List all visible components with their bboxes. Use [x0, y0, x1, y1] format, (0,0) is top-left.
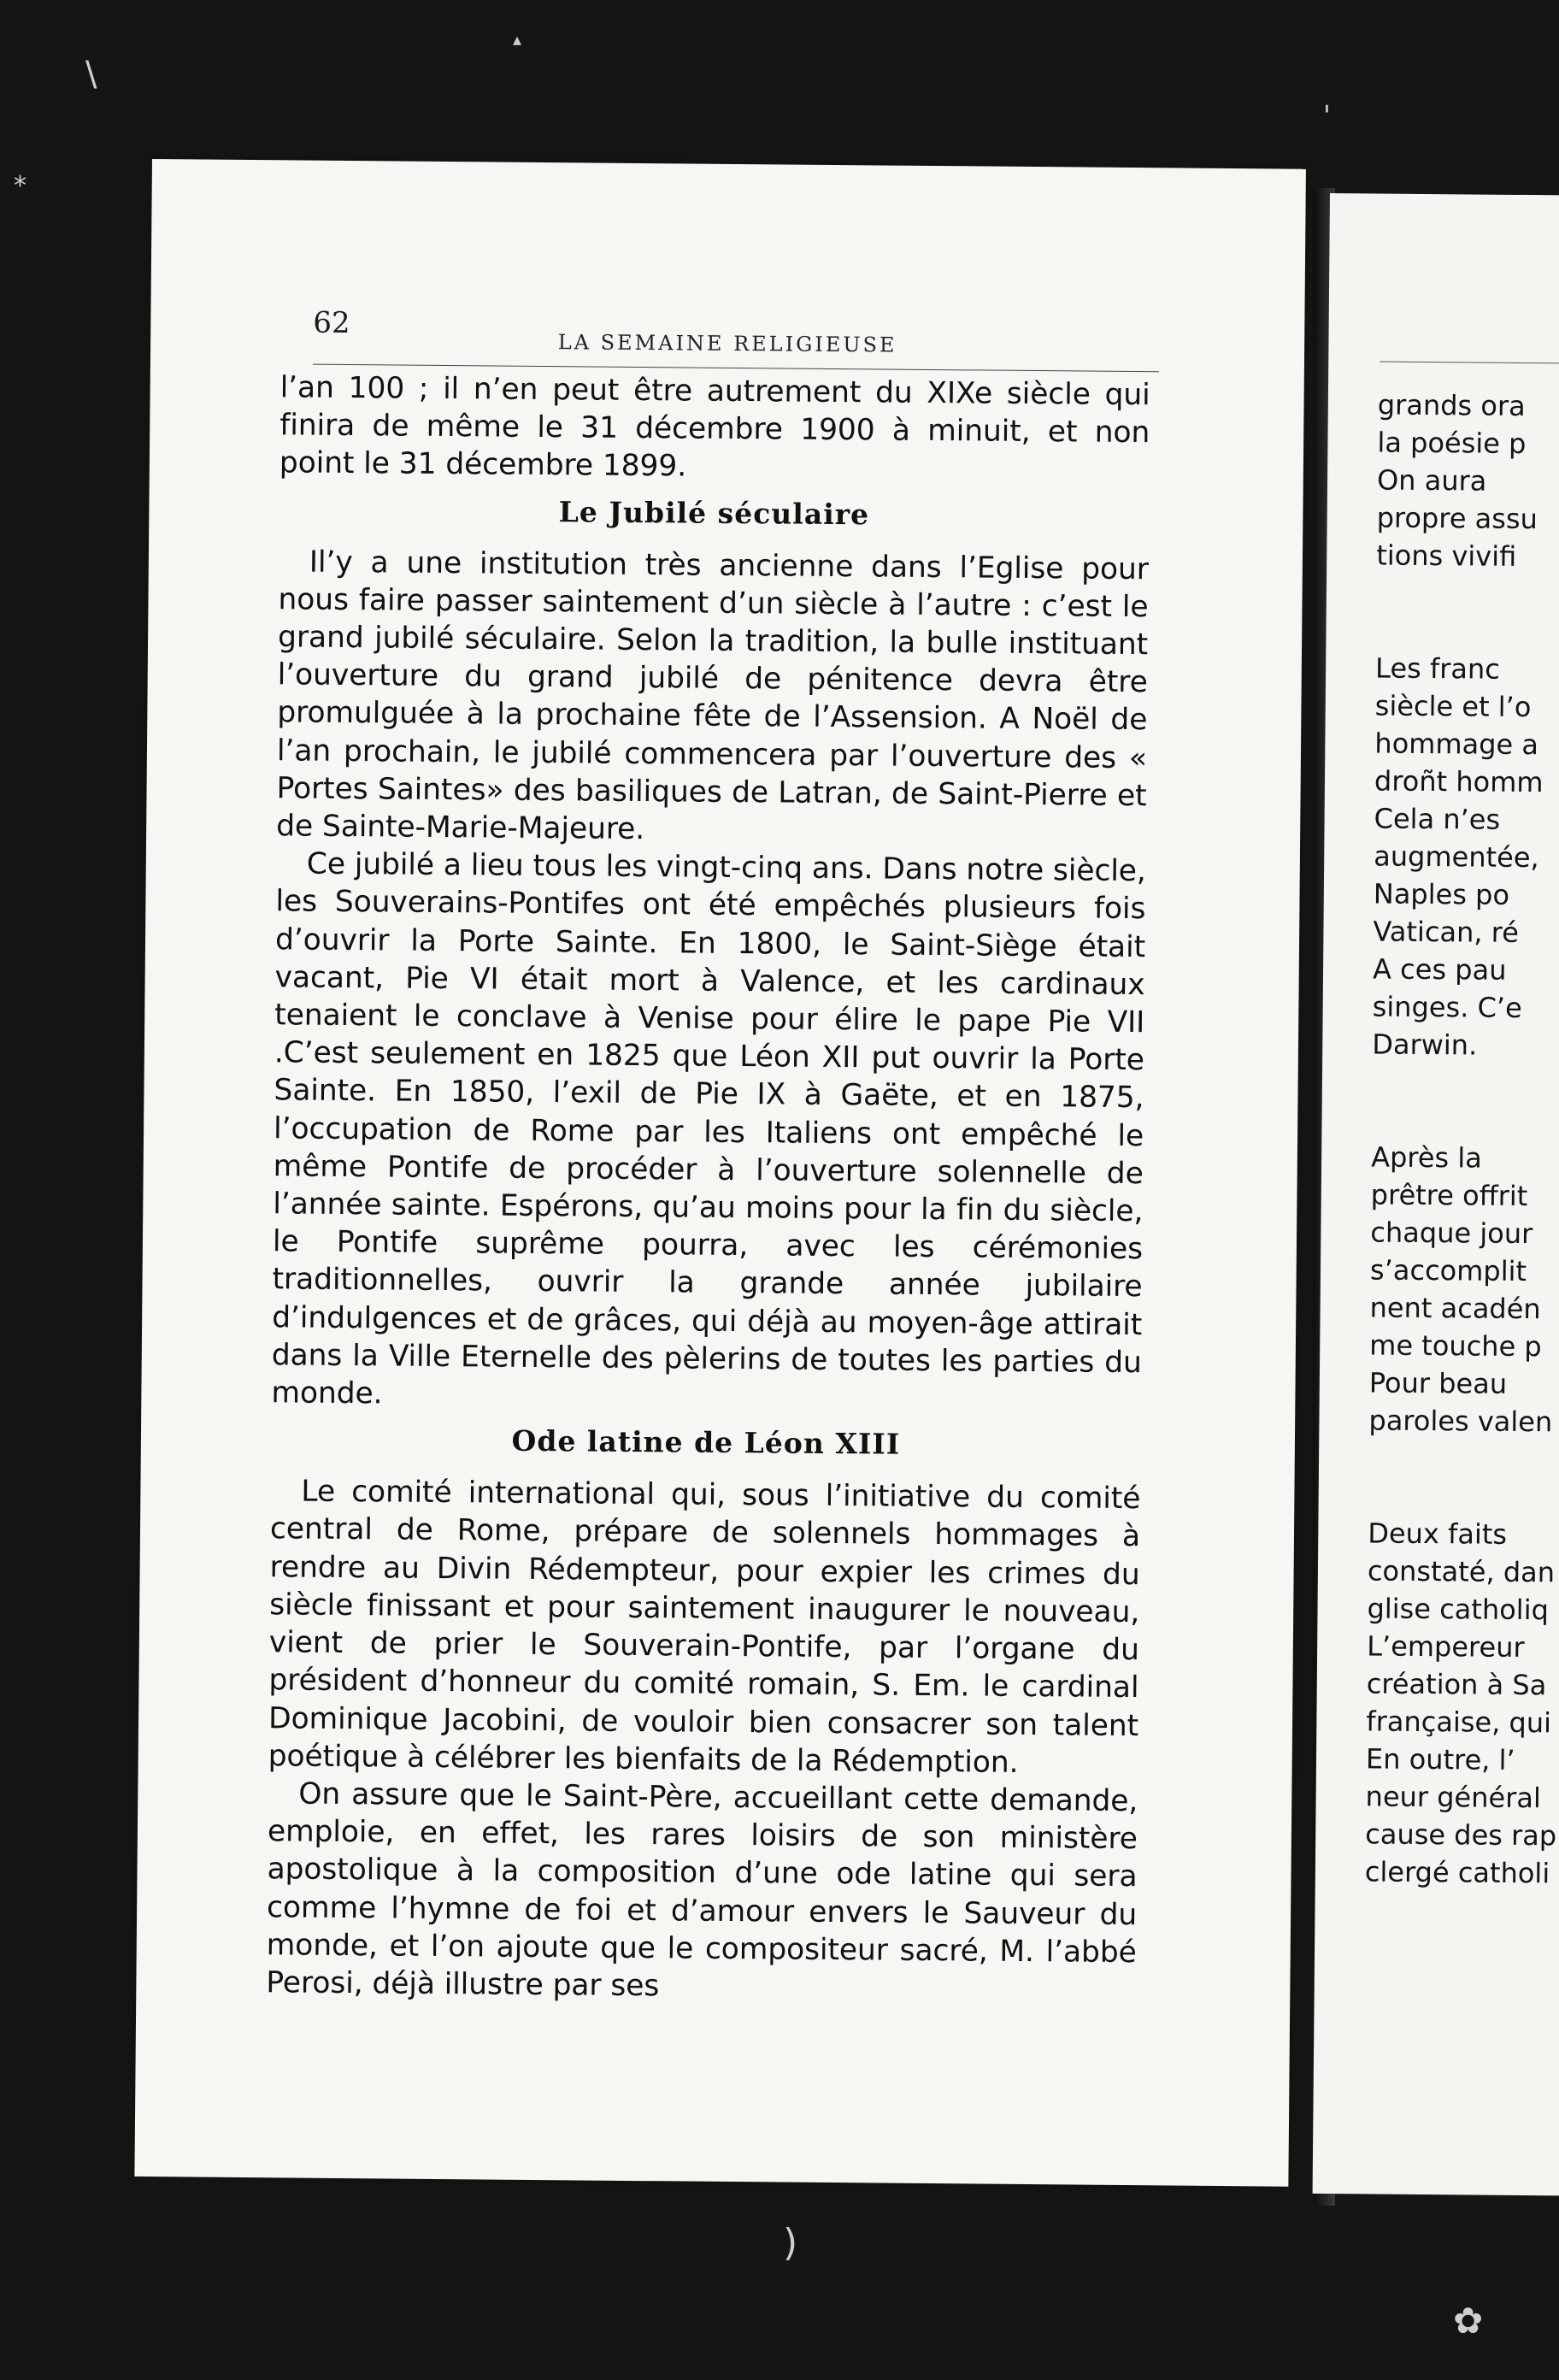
- section-heading: Ode latine de Léon XIII: [511, 1424, 901, 1461]
- paragraph: Il’y a une institution très ancienne dans l’Eglise pour nous faire passer saintement d’un siècle à l’autre : c’est le grand jubilé séculaire. Selon la tradition, la bulle instituant l’ouverture du grand jubilé de pénitence devra être promulguée à la prochaine fête de l’Assension. A Noël de l’an prochain, le jubilé commencera par l’ouverture des « Portes Saintes» des basiliques de Latran, de Saint-Pierre et de Sainte-Marie-Majeure.: [276, 545, 1150, 847]
- right-page-line: Pour beau: [1368, 1366, 1508, 1400]
- right-page: [1313, 193, 1559, 2196]
- right-page-line: s’accomplit: [1369, 1253, 1527, 1288]
- scan-speck: ): [783, 2221, 798, 2265]
- right-page-line: On aura: [1376, 463, 1487, 498]
- right-page-line: Après la: [1370, 1140, 1483, 1175]
- page-number: 62: [313, 305, 350, 341]
- right-page-line: prêtre offrit: [1370, 1178, 1528, 1213]
- right-page-line: propre assu: [1376, 501, 1538, 536]
- right-page-line: constaté, dan: [1367, 1554, 1556, 1589]
- right-page-line: L’empereur: [1367, 1629, 1525, 1664]
- right-page-line: Deux faits: [1368, 1517, 1508, 1551]
- paragraph: Ce jubilé a lieu tous les vingt-cinq ans. Dans notre siècle, les Souverains-Pontifes ont été empêchés plusieurs fois d’ouvrir la Porte Sainte. En 1800, le Saint-Siège était vacant, Pie VI était mort à Valence, et les cardinaux tenaient le conclave à Venise pour élire le pape Pie VII .C’est seulement en 1825 que Léon XII put ouvrir la Porte Sainte. En 1850, l’exil de Pie IX à Gaëte, et en 1875, l’occupation de Rome par les Italiens ont empêché le même Pontife de procéder à l’ouverture solennelle de l’année sainte. Espérons, qu’au moins pour la fin du siècle, le Pontife suprême pourra, avec les cérémonies traditionnelles, ouvrir la grande année jubilaire d’indulgences et de grâces, qui déjà au moyen-âge attirait dans la Ville Eternelle des pèlerins de toutes les parties du monde.: [271, 846, 1146, 1411]
- right-page-line: neur général: [1365, 1780, 1541, 1815]
- running-head-title: LA SEMAINE RELIGIEUSE: [557, 330, 897, 357]
- right-page-line: la poésie p: [1377, 426, 1527, 461]
- right-page-line: augmentée,: [1374, 839, 1539, 875]
- right-page-line: droñt homm: [1374, 764, 1544, 799]
- right-page-line: tions vivifi: [1376, 539, 1517, 573]
- article-text: [266, 368, 1150, 2009]
- right-page-line: nent acadén: [1369, 1291, 1541, 1326]
- right-page-line: création à Sa: [1366, 1667, 1547, 1702]
- scan-speck: *: [14, 171, 26, 201]
- right-page-line: hommage a: [1374, 727, 1539, 762]
- paragraph: On assure que le Saint-Père, accueillant cette demande, emploie, en effet, les rares loisirs de son ministère apostolique à la composition d’une ode latine qui sera comme l’hymne de foi et d’amour envers le Sauveur du monde, et l’on ajoute que le compositeur sacré, M. l’abbé Perosi, déjà illustre par ses: [266, 1776, 1138, 2004]
- right-page-line: singes. C’e: [1372, 990, 1522, 1024]
- right-page-line: clergé catholi: [1364, 1855, 1550, 1890]
- scan-speck: ▴: [513, 29, 522, 50]
- right-page-line: française, qui: [1366, 1705, 1552, 1740]
- right-header-rule: [1380, 362, 1559, 364]
- scan-speck: ✿: [1453, 2300, 1484, 2342]
- right-page-line: glise catholiq: [1367, 1592, 1550, 1627]
- right-page-line: Les franc: [1374, 651, 1501, 686]
- paragraph: l’an 100 ; il n’en peut être autrement du XIXe siècle qui finira de même le 31 décembre 1900 à minuit, et non point le 31 décembre 1899.: [279, 370, 1150, 484]
- scan-speck: \: [85, 55, 97, 94]
- running-head: [313, 306, 1142, 364]
- right-page-line: grands ora: [1377, 388, 1526, 423]
- right-page-line: Vatican, ré: [1373, 915, 1520, 949]
- right-page-line: Naples po: [1373, 877, 1510, 911]
- section-heading: Le Jubilé séculaire: [558, 494, 870, 531]
- right-page-line: Darwin.: [1372, 1028, 1478, 1062]
- right-page-line: chaque jour: [1370, 1216, 1533, 1251]
- right-page-line: Cela n’es: [1374, 802, 1501, 836]
- paragraph: Le comité international qui, sous l’initiative du comité central de Rome, prépare de solennels hommages à rendre au Divin Rédempteur, pour expier les crimes du siècle finissant et pour saintement inaugurer le nouveau, vient de prier le Souverain-Pontife, par l’organe du président d’honneur du comité romain, S. Em. le cardinal Dominique Jacobini, de vouloir bien consacrer son talent poétique à célébrer les bienfaits de la Rédemption.: [268, 1474, 1141, 1780]
- right-page-line: paroles valen: [1368, 1404, 1553, 1439]
- right-page-line: siècle et l’o: [1374, 689, 1532, 724]
- right-page-line: me touche p: [1369, 1328, 1542, 1364]
- right-page-line: A ces pau: [1372, 952, 1507, 987]
- right-page-line: En outre, l’: [1365, 1742, 1515, 1776]
- scan-speck: ': [1323, 99, 1331, 132]
- right-page-line: cause des rap: [1365, 1817, 1557, 1853]
- left-page: [134, 159, 1306, 2187]
